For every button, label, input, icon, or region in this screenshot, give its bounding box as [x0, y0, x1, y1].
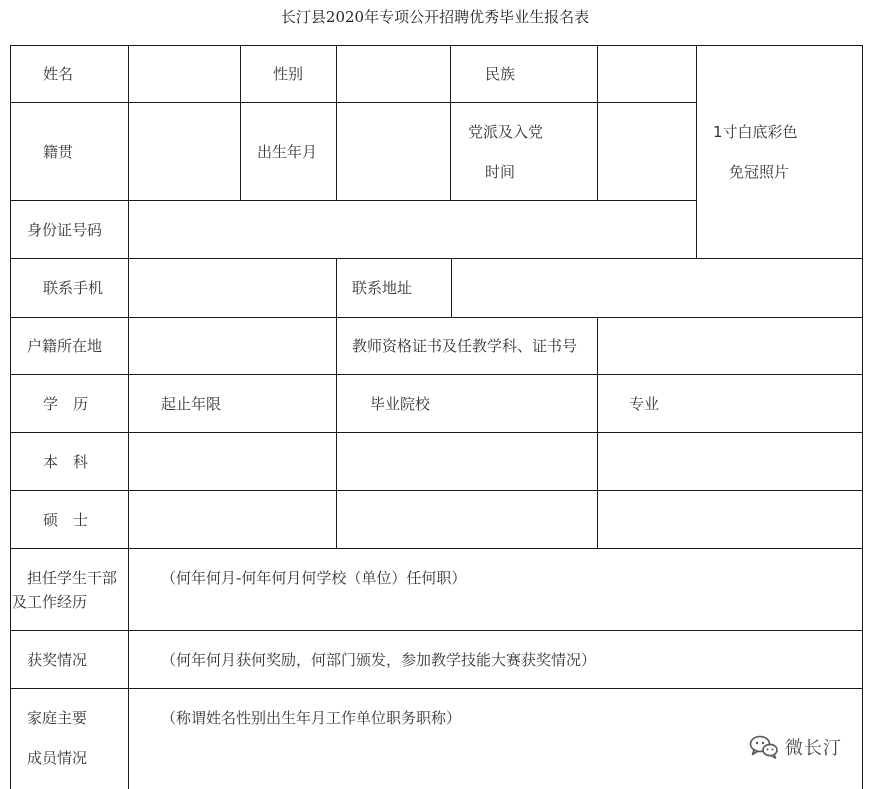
major-header: 专业 — [629, 395, 660, 413]
col-divider — [240, 45, 241, 200]
gender-label: 性别 — [273, 65, 304, 83]
birth-input-cell[interactable] — [337, 103, 450, 200]
master-label: 硕 士 — [43, 511, 89, 529]
table-border — [862, 45, 863, 789]
address-label: 联系地址 — [352, 279, 413, 297]
cadre-label-line1: 担任学生干部 — [27, 569, 118, 587]
id-number-label: 身份证号码 — [27, 221, 103, 239]
name-input-cell[interactable] — [129, 46, 240, 102]
row-divider — [10, 374, 863, 375]
party-input-cell[interactable] — [598, 103, 696, 200]
photo-label-line2: 免冠照片 — [729, 163, 790, 181]
photo-area[interactable] — [697, 46, 862, 258]
watermark-text: 微长汀 — [785, 738, 842, 759]
hukou-label: 户籍所在地 — [27, 337, 103, 355]
bachelor-period-cell[interactable] — [129, 433, 336, 490]
phone-input-cell[interactable] — [129, 259, 336, 317]
teacher-cert-label: 教师资格证书及任教学科、证书号 — [352, 337, 578, 355]
bachelor-school-cell[interactable] — [337, 433, 597, 490]
native-place-input-cell[interactable] — [129, 103, 240, 200]
native-place-label: 籍贯 — [43, 143, 74, 161]
family-label-line1: 家庭主要 — [27, 709, 88, 727]
family-label-line2: 成员情况 — [27, 749, 88, 767]
awards-hint: （何年何月获何奖励，何部门颁发，参加教学技能大赛获奖情况） — [161, 651, 597, 669]
teacher-cert-input-cell[interactable] — [598, 318, 862, 374]
form-title: 长汀县2020年专项公开招聘优秀毕业生报名表 — [280, 8, 590, 26]
party-label-line2: 时间 — [485, 163, 516, 181]
hukou-input-cell[interactable] — [129, 318, 336, 374]
ethnicity-input-cell[interactable] — [598, 46, 696, 102]
awards-label: 获奖情况 — [27, 651, 88, 669]
period-header: 起止年限 — [161, 395, 222, 413]
school-header: 毕业院校 — [370, 395, 431, 413]
address-input-cell[interactable] — [452, 259, 862, 317]
bachelor-label: 本 科 — [43, 453, 89, 471]
master-major-cell[interactable] — [598, 491, 862, 548]
col-divider — [450, 45, 451, 200]
bachelor-major-cell[interactable] — [598, 433, 862, 490]
watermark — [749, 734, 842, 760]
master-school-cell[interactable] — [337, 491, 597, 548]
gender-input-cell[interactable] — [337, 46, 450, 102]
phone-label: 联系手机 — [43, 279, 104, 297]
education-label: 学 历 — [43, 395, 89, 413]
cadre-label-line2: 及工作经历 — [12, 593, 88, 611]
family-hint: （称谓姓名性别出生年月工作单位职务职称） — [161, 709, 462, 727]
ethnicity-label: 民族 — [485, 65, 516, 83]
cadre-experience-cell[interactable] — [129, 549, 862, 630]
name-label: 姓名 — [43, 65, 74, 83]
id-number-input-cell[interactable] — [129, 201, 696, 258]
table-border — [10, 45, 11, 789]
birth-label: 出生年月 — [257, 143, 318, 161]
master-period-cell[interactable] — [129, 491, 336, 548]
wechat-chat-icon — [749, 734, 779, 760]
photo-label-line1: 1寸白底彩色 — [713, 123, 798, 141]
cadre-hint: （何年何月-何年何月何学校（单位）任何职） — [161, 569, 467, 587]
party-label-line1: 党派及入党 — [468, 123, 544, 141]
